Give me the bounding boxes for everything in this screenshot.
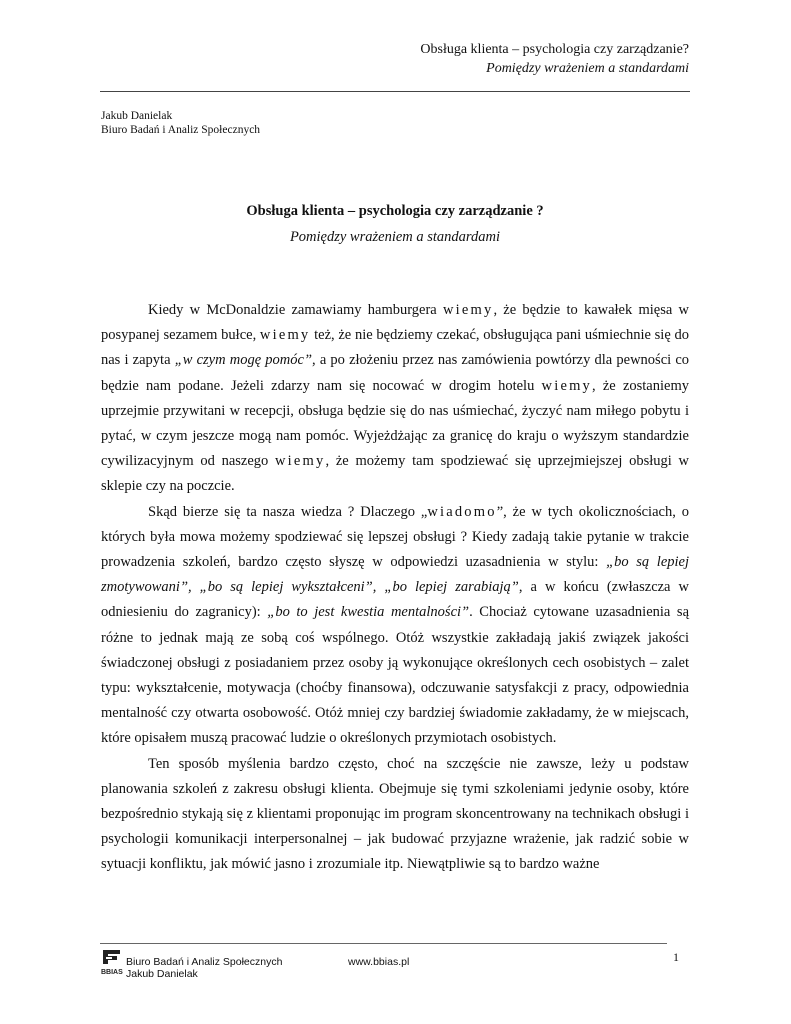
p2-text-c: ”, że w tych okolicznościach, o których była mowa możemy spodziewać się lepszej obsługi ? Kiedy zadają takie pytanie w trakcie prowadzenia szkoleń, bardzo często słyszę w odpowiedzi uzasadnienia w stylu: [101, 503, 689, 571]
p1-text-i: , że zostaniemy uprzejmie przywitani w recepcji, obsługa będzie się do nas uśmiechać, życzyć nam miłego pobytu i pytać, w czym jeszcze mogą nam pomóc. Wyjeżdżając za granicę do kraju o wyższym standardzie cywilizacyjnym od naszego [101, 377, 689, 470]
p1-text-c: , że będzie to kawałek mięsa w posypanej sezamem bułce, [101, 302, 689, 344]
p1-text-e: też, że nie będziemy czekać, obsługująca pani uśmiechnie się do nas i zapyta [101, 327, 689, 369]
body-text [101, 298, 689, 878]
document-title: Obsługa klienta – psychologia czy zarządzanie ? [246, 203, 544, 219]
running-header-title: Obsługa klienta – psychologia czy zarządzanie? [420, 42, 689, 57]
title-block [100, 201, 690, 248]
page-number: 1 [673, 950, 679, 964]
p1-text-a: Kiedy w McDonaldzie zamawiamy hamburgera [148, 302, 443, 318]
footer-organization [126, 956, 282, 980]
paragraph-3: Ten sposób myślenia bardzo często, choć na szczęście nie zawsze, leży u podstaw planowania szkoleń z zakresu obsługi klienta. Obejmuje się tymi szkoleniami jedynie osoby, które bezpośrednio stykają się z klientami proponując im program skoncentrowany na technikach obsługi i psychologii komunikacji interpersonalnej – jak budować przyjazne wrażenie, jak radzić sobie w sytuacji konfliktu, jak mówić jasno i zrozumiale itp. Niewątpliwie są to bardzo ważne [101, 755, 689, 873]
author-block [101, 109, 260, 137]
p2-text-a: Skąd bierze się ta nasza wiedza ? Dlaczego „ [148, 503, 428, 520]
running-header [420, 40, 689, 78]
p2-quote-mentality: „bo to jest kwestia mentalności” [267, 604, 470, 621]
p2-text-e: , a w końcu (zwłaszcza w odniesieniu do zagranicy): [101, 579, 689, 621]
author-name: Jakub Danielak [101, 110, 173, 122]
p1-text-k: , że możemy tam spodziewać się uprzejmiejszej obsługi w sklepie czy na poczcie. [101, 453, 689, 495]
p2-text-g: . Chociaż cytowane uzasadnienia są różne to jednak mają ze sobą coś wspólnego. Otóż wszystkie zakładają jakiś związek jakości świadczonej obsługi z posiadaniem przez osoby ją wykonujące określonych cech osobistych – zalet typu: wykształcenie, motywacja (choćby finansowa), odczuwanie satysfakcji z pracy, odpowiednia mentalność czy otwarta osobowość. Otóż mniej czy bardziej świadomie zakładamy, że w miejscach, które opisałem muszą pracować ludzie o określonych przymiotach osobistych. [101, 604, 690, 747]
p2-quotes: „bo są lepiej zmotywowani”, „bo są lepiej wykształceni”, „bo lepiej zarabiają” [101, 554, 689, 596]
p1-emphasis-wiemy: wiemy [275, 453, 326, 470]
paragraph-2 [101, 500, 689, 752]
paragraph-1 [101, 298, 689, 500]
bbias-logo-icon [100, 948, 124, 976]
running-header-subtitle: Pomiędzy wrażeniem a standardami [486, 61, 689, 76]
author-organization: Biuro Badań i Analiz Społecznych [101, 124, 261, 136]
footer-divider [100, 943, 667, 944]
p1-emphasis-wiemy: wiemy [541, 377, 593, 394]
footer-org-line-1: Biuro Badań i Analiz Społecznych [126, 956, 283, 968]
header-divider [100, 91, 690, 92]
p1-text-g: , a po złożeniu przez nas zamówienia powtórzy dla pewności co będzie nam podane. Jeżeli zdarzy nam się nocować w drogim hotelu [101, 352, 690, 394]
p1-quote: „w czym mogę pomóc” [174, 352, 313, 369]
logo-text: BBIAS [101, 969, 123, 976]
footer-org-line-2: Jakub Danielak [126, 968, 198, 980]
p1-emphasis-wiemy: wiemy [442, 302, 494, 318]
footer-website-link[interactable]: www.bbias.pl [348, 956, 410, 968]
document-subtitle: Pomiędzy wrażeniem a standardami [289, 229, 501, 245]
p1-emphasis-wiemy: wiemy [259, 327, 311, 344]
p2-emphasis-wiadomo: wiadomo [427, 503, 497, 520]
